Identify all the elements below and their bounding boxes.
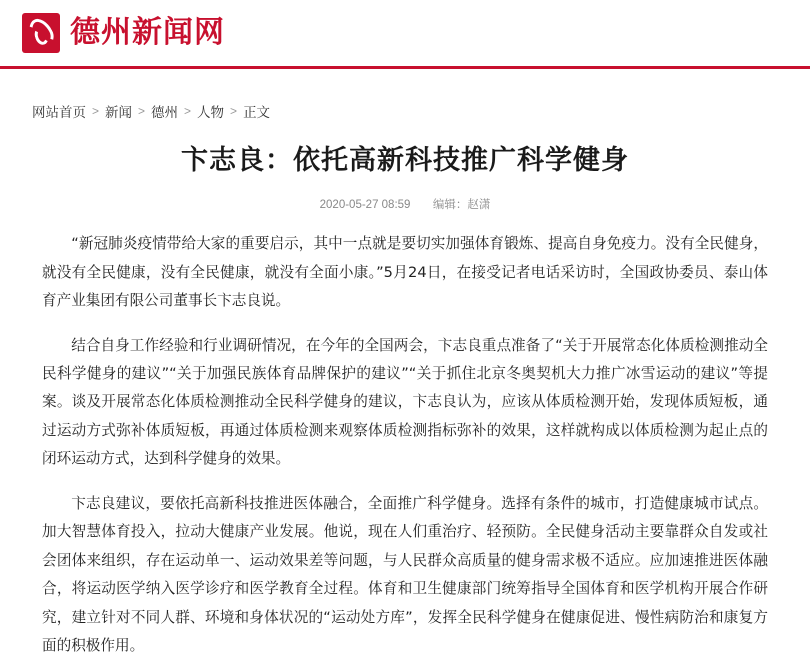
breadcrumb-item-news[interactable]: 新闻 bbox=[105, 105, 133, 120]
article-body bbox=[28, 230, 782, 660]
breadcrumb-item-home[interactable]: 网站首页 bbox=[32, 105, 86, 120]
site-header bbox=[0, 0, 810, 66]
page-content bbox=[0, 101, 810, 661]
site-name: 德州新闻网 bbox=[70, 15, 225, 50]
article-editor: 编辑：赵潇 bbox=[432, 199, 491, 212]
breadcrumb bbox=[28, 101, 782, 121]
article-paragraph: 结合自身工作经验和行业调研情况，在今年的全国两会，卞志良重点准备了“关于开展常态化体质检测推动全民科学健身的建议”“关于加强民族体育品牌保护的建议”“关于抓住北京冬奥契机大力推广冰雪运动的建议”等提案。谈及开展常态化体质检测推动全民科学健身的建议，卞志良认为，应该从体质检测开始，发现体质短板，通过运动方式弥补体质短板，再通过体质检测来观察体质检测指标弥补的效果，这样就构成以体质检测为起止点的闭环运动方式，达到科学健身的效果。 bbox=[42, 336, 768, 468]
site-logo[interactable] bbox=[22, 13, 225, 53]
breadcrumb-separator-icon: > bbox=[138, 104, 146, 118]
article-paragraph: “新冠肺炎疫情带给大家的重要启示，其中一点就是要切实加强体育锻炼、提高自身免疫力。没有全民健身，就没有全民健康，没有全民健康，就没有全面小康。”5月24日，在接受记者电话采访时，全国政协委员、泰山体育产业集团有限公司董事长卞志良说。 bbox=[42, 235, 768, 310]
breadcrumb-item-people[interactable]: 人物 bbox=[197, 105, 225, 120]
article-paragraph: 卞志良建议，要依托高新科技推进医体融合，全面推广科学健身。选择有条件的城市，打造健康城市试点。加大智慧体育投入，拉动大健康产业发展。他说，现在人们重治疗、轻预防。全民健身活动主要靠群众自发或社会团体来组织，存在运动单一、运动效果差等问题，与人民群众高质量的健身需求极不适应。应加速推进医体融合，将运动医学纳入医学诊疗和医学教育全过程。体育和卫生健康部门统筹指导全国体育和医学机构开展合作研究，建立针对不同人群、环境和身体状况的“运动处方库”，发挥全民科学健身在健康促进、慢性病防治和康复方面的积极作用。 bbox=[42, 494, 768, 655]
flame-logo-icon bbox=[22, 13, 60, 53]
header-divider bbox=[0, 66, 810, 69]
breadcrumb-separator-icon: > bbox=[230, 104, 238, 118]
breadcrumb-item-current: 正文 bbox=[243, 105, 271, 120]
page-title: 卞志良：依托高新科技推广科学健身 bbox=[181, 145, 629, 176]
breadcrumb-separator-icon: > bbox=[184, 104, 192, 118]
breadcrumb-item-dezhou[interactable]: 德州 bbox=[151, 105, 179, 120]
article-meta bbox=[28, 196, 782, 212]
breadcrumb-separator-icon: > bbox=[92, 104, 100, 118]
article-date: 2020-05-27 08:59 bbox=[319, 199, 411, 212]
